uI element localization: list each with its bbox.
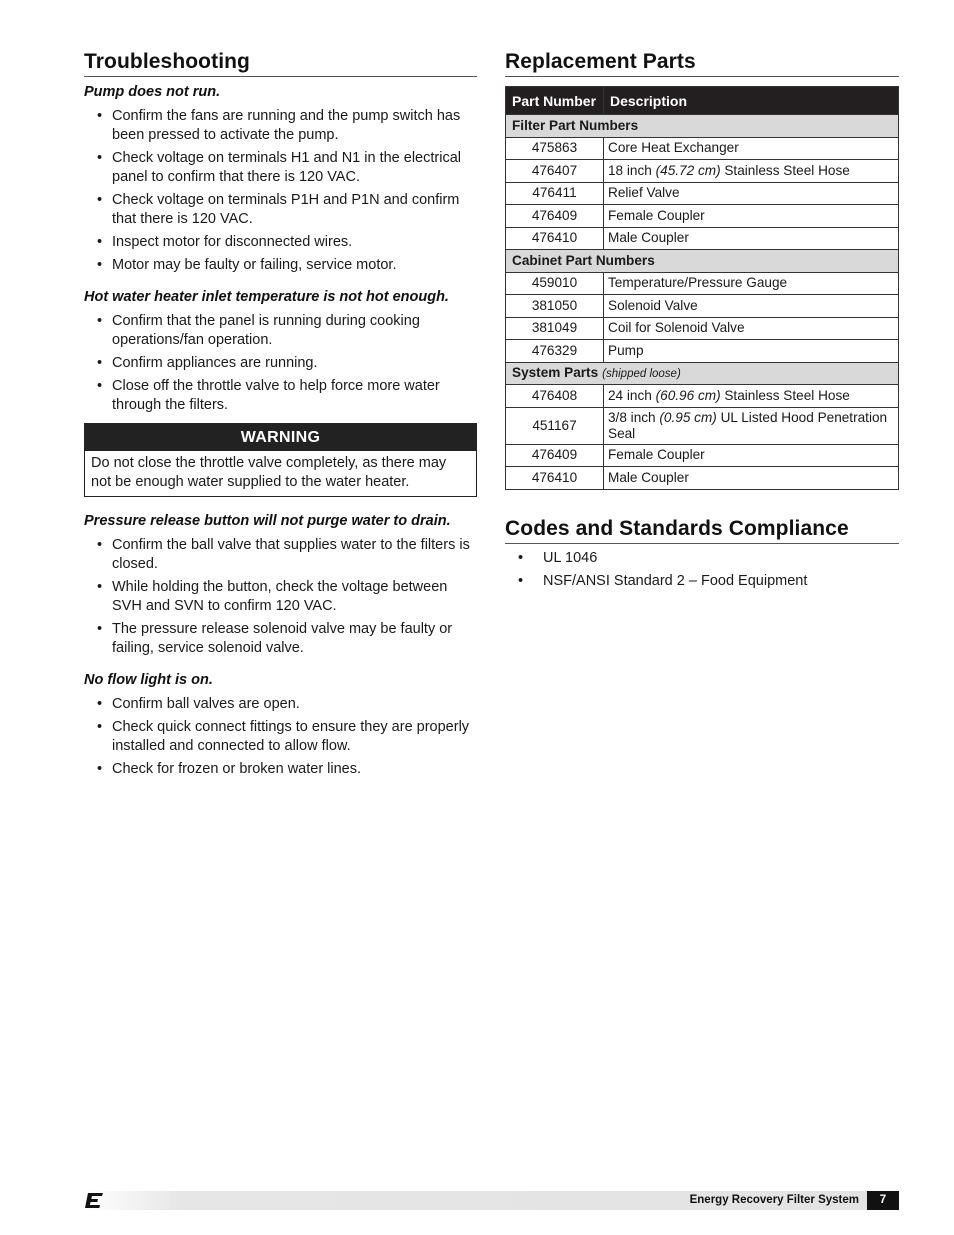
part-description: Core Heat Exchanger bbox=[604, 137, 899, 160]
replacement-parts-title: Replacement Parts bbox=[505, 50, 899, 77]
subheading-pump-not-run: Pump does not run. bbox=[84, 84, 221, 100]
table-row bbox=[506, 407, 899, 444]
list-item: • NSF/ANSI Standard 2 – Food Equipment bbox=[505, 572, 899, 591]
part-description: Male Coupler bbox=[604, 227, 899, 250]
desc-metric: (0.95 cm) bbox=[659, 409, 717, 425]
list-item: • Confirm that the panel is running during cooking operations/fan operation. bbox=[84, 312, 477, 350]
table-row bbox=[506, 340, 899, 363]
group-label bbox=[506, 362, 899, 385]
part-description: Relief Valve bbox=[604, 182, 899, 205]
table-row bbox=[506, 137, 899, 160]
group-row-system bbox=[506, 362, 899, 385]
part-description: Male Coupler bbox=[604, 467, 899, 490]
group-row-filter bbox=[506, 115, 899, 138]
troubleshooting-column bbox=[84, 50, 477, 783]
list-item: • Confirm the ball valve that supplies water to the filters is closed. bbox=[84, 536, 477, 574]
part-number: 451167 bbox=[506, 407, 604, 444]
part-number: 475863 bbox=[506, 137, 604, 160]
troubleshooting-title: Troubleshooting bbox=[84, 50, 477, 77]
table-row bbox=[506, 272, 899, 295]
part-number: 381050 bbox=[506, 295, 604, 318]
part-number: 476408 bbox=[506, 385, 604, 408]
warning-text: Do not close the throttle valve completely, as there may not be enough water supplied to the water heater. bbox=[91, 455, 447, 490]
part-number: 476409 bbox=[506, 444, 604, 467]
desc-size: 24 inch bbox=[608, 387, 656, 403]
part-number: 476410 bbox=[506, 227, 604, 250]
subheading-no-flow: No flow light is on. bbox=[84, 672, 213, 688]
list-item: • Motor may be faulty or failing, service motor. bbox=[84, 256, 477, 275]
desc-name: Stainless Steel Hose bbox=[720, 387, 850, 403]
list-item: • Check for frozen or broken water lines. bbox=[84, 760, 477, 779]
group-label-text: System Parts bbox=[512, 364, 599, 380]
table-row bbox=[506, 182, 899, 205]
header-description: Description bbox=[604, 87, 899, 115]
part-description: Female Coupler bbox=[604, 444, 899, 467]
list-item: • While holding the button, check the voltage between SVH and SVN to confirm 120 VAC. bbox=[84, 578, 477, 616]
part-description bbox=[604, 407, 899, 444]
part-number: 476329 bbox=[506, 340, 604, 363]
group-label: Filter Part Numbers bbox=[506, 115, 899, 138]
list-item: • Check voltage on terminals P1H and P1N and confirm that there is 120 VAC. bbox=[84, 191, 477, 229]
table-row bbox=[506, 444, 899, 467]
list-item: • The pressure release solenoid valve may be faulty or failing, service solenoid valve. bbox=[84, 620, 477, 658]
part-number: 476409 bbox=[506, 205, 604, 228]
footer-document-title: Energy Recovery Filter System bbox=[689, 1194, 859, 1206]
group-label: Cabinet Part Numbers bbox=[506, 250, 899, 273]
list-item: • Check quick connect fittings to ensure they are properly installed and connected to allow flow. bbox=[84, 718, 477, 756]
group-label-note: (shipped loose) bbox=[602, 367, 681, 380]
warning-box bbox=[84, 423, 477, 497]
desc-metric: (45.72 cm) bbox=[655, 162, 721, 178]
part-description: Temperature/Pressure Gauge bbox=[604, 272, 899, 295]
subheading-pressure-release: Pressure release button will not purge water to drain. bbox=[84, 513, 451, 529]
desc-metric: (60.96 cm) bbox=[655, 387, 721, 403]
group-row-cabinet bbox=[506, 250, 899, 273]
list-item: • Inspect motor for disconnected wires. bbox=[84, 233, 477, 252]
desc-name: Stainless Steel Hose bbox=[720, 162, 850, 178]
parts-column bbox=[505, 50, 899, 595]
list-item: • Confirm the fans are running and the pump switch has been pressed to activate the pump. bbox=[84, 107, 477, 145]
list-pump-not-run bbox=[84, 107, 477, 275]
table-row bbox=[506, 295, 899, 318]
list-heater-temp bbox=[84, 312, 477, 415]
table-header-row bbox=[506, 87, 899, 115]
table-row bbox=[506, 227, 899, 250]
page-number: 7 bbox=[867, 1191, 899, 1210]
part-number: 476410 bbox=[506, 467, 604, 490]
compliance-title: Codes and Standards Compliance bbox=[505, 517, 899, 544]
desc-size: 18 inch bbox=[608, 162, 656, 178]
list-item: • Close off the throttle valve to help force more water through the filters. bbox=[84, 377, 477, 415]
desc-name: UL Listed Hood Penetration Seal bbox=[608, 409, 888, 441]
list-pressure-release bbox=[84, 536, 477, 658]
part-description: Coil for Solenoid Valve bbox=[604, 317, 899, 340]
list-item: • UL 1046 bbox=[505, 549, 899, 568]
warning-label: WARNING bbox=[85, 424, 476, 451]
compliance-list bbox=[505, 549, 899, 591]
greenheck-logo-icon bbox=[84, 1192, 104, 1214]
list-item: • Confirm appliances are running. bbox=[84, 354, 477, 373]
header-part-number: Part Number bbox=[506, 87, 604, 115]
part-number: 476407 bbox=[506, 160, 604, 183]
table-row bbox=[506, 317, 899, 340]
list-item: • Confirm ball valves are open. bbox=[84, 695, 477, 714]
table-row bbox=[506, 160, 899, 183]
table-row bbox=[506, 205, 899, 228]
list-no-flow bbox=[84, 695, 477, 779]
part-number: 476411 bbox=[506, 182, 604, 205]
subheading-heater-temp: Hot water heater inlet temperature is not hot enough. bbox=[84, 289, 449, 305]
desc-size: 3/8 inch bbox=[608, 409, 660, 425]
page-footer bbox=[84, 1191, 899, 1210]
part-description: Female Coupler bbox=[604, 205, 899, 228]
part-number: 459010 bbox=[506, 272, 604, 295]
part-description bbox=[604, 385, 899, 408]
part-number: 381049 bbox=[506, 317, 604, 340]
list-item: • Check voltage on terminals H1 and N1 in the electrical panel to confirm that there is 120 VAC. bbox=[84, 149, 477, 187]
part-description: Solenoid Valve bbox=[604, 295, 899, 318]
part-description bbox=[604, 160, 899, 183]
table-row bbox=[506, 467, 899, 490]
part-description: Pump bbox=[604, 340, 899, 363]
replacement-parts-table bbox=[505, 86, 899, 490]
table-row bbox=[506, 385, 899, 408]
